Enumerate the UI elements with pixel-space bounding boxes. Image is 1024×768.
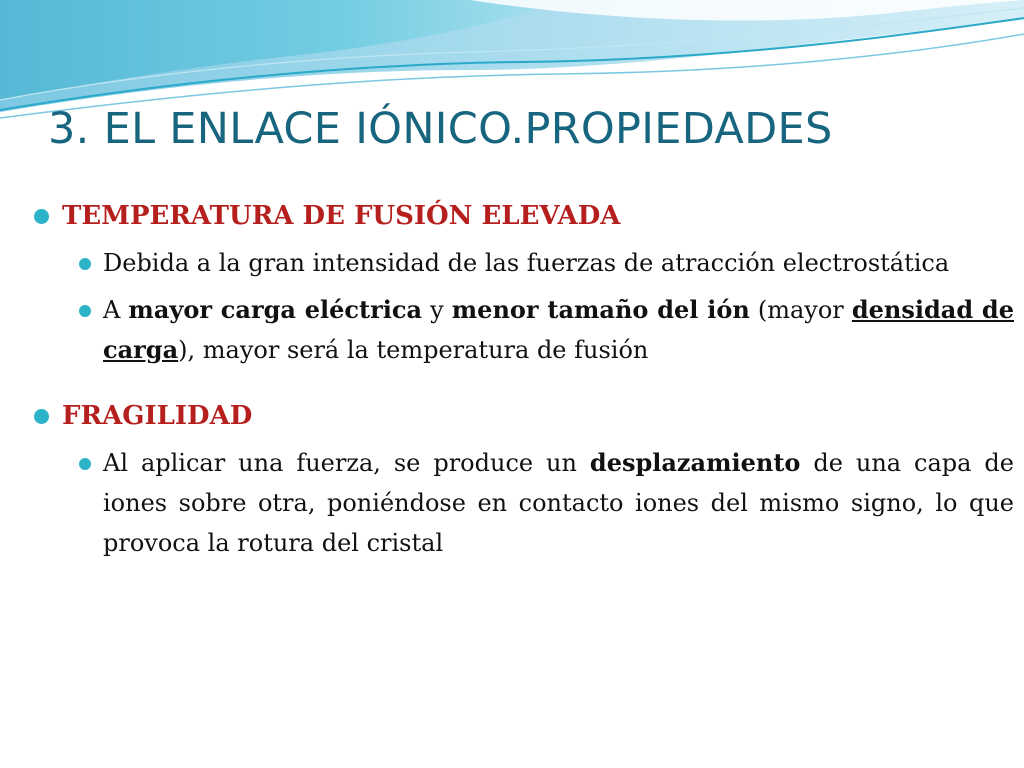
emphasis-charge: mayor carga eléctrica	[128, 295, 423, 324]
bullet-dot-icon	[34, 409, 49, 424]
bullet-text-part: y	[422, 296, 452, 324]
bullet-text-part: de una capa de iones sobre otra, poniéndose en contacto iones del mismo signo, lo que provoca la rotura del cristal	[103, 449, 1014, 557]
bullet-text-part: Al aplicar una fuerza, se produce un	[103, 449, 590, 477]
bullet-dot-icon	[34, 209, 49, 224]
bullet-point-displacement	[34, 443, 1014, 563]
bullet-dot-icon	[79, 258, 91, 270]
section-heading-fusion	[34, 196, 1014, 236]
bullet-text-part: (mayor	[749, 296, 852, 324]
bullet-dot-icon	[79, 305, 91, 317]
bullet-text: Debida a la gran intensidad de las fuerzas de atracción electrostática	[103, 249, 950, 277]
bullet-dot-icon	[79, 458, 91, 470]
bullet-point-charge-size	[34, 290, 1014, 370]
emphasis-charge-density: densidad de carga	[103, 295, 1014, 364]
slide-title: 3. EL ENLACE IÓNICO.PROPIEDADES	[48, 104, 833, 154]
section-heading-label: FRAGILIDAD	[62, 401, 253, 431]
bullet-point-electrostatic	[34, 243, 1014, 283]
emphasis-size: menor tamaño del ión	[451, 295, 750, 324]
section-heading-label: TEMPERATURA DE FUSIÓN ELEVADA	[62, 201, 621, 231]
emphasis-displacement: desplazamiento	[589, 448, 801, 477]
section-heading-fragility	[34, 396, 1014, 436]
bullet-text-part: ), mayor será la temperatura de fusión	[178, 336, 649, 364]
bullet-text-part: A	[103, 296, 129, 324]
slide-content	[34, 196, 1014, 563]
